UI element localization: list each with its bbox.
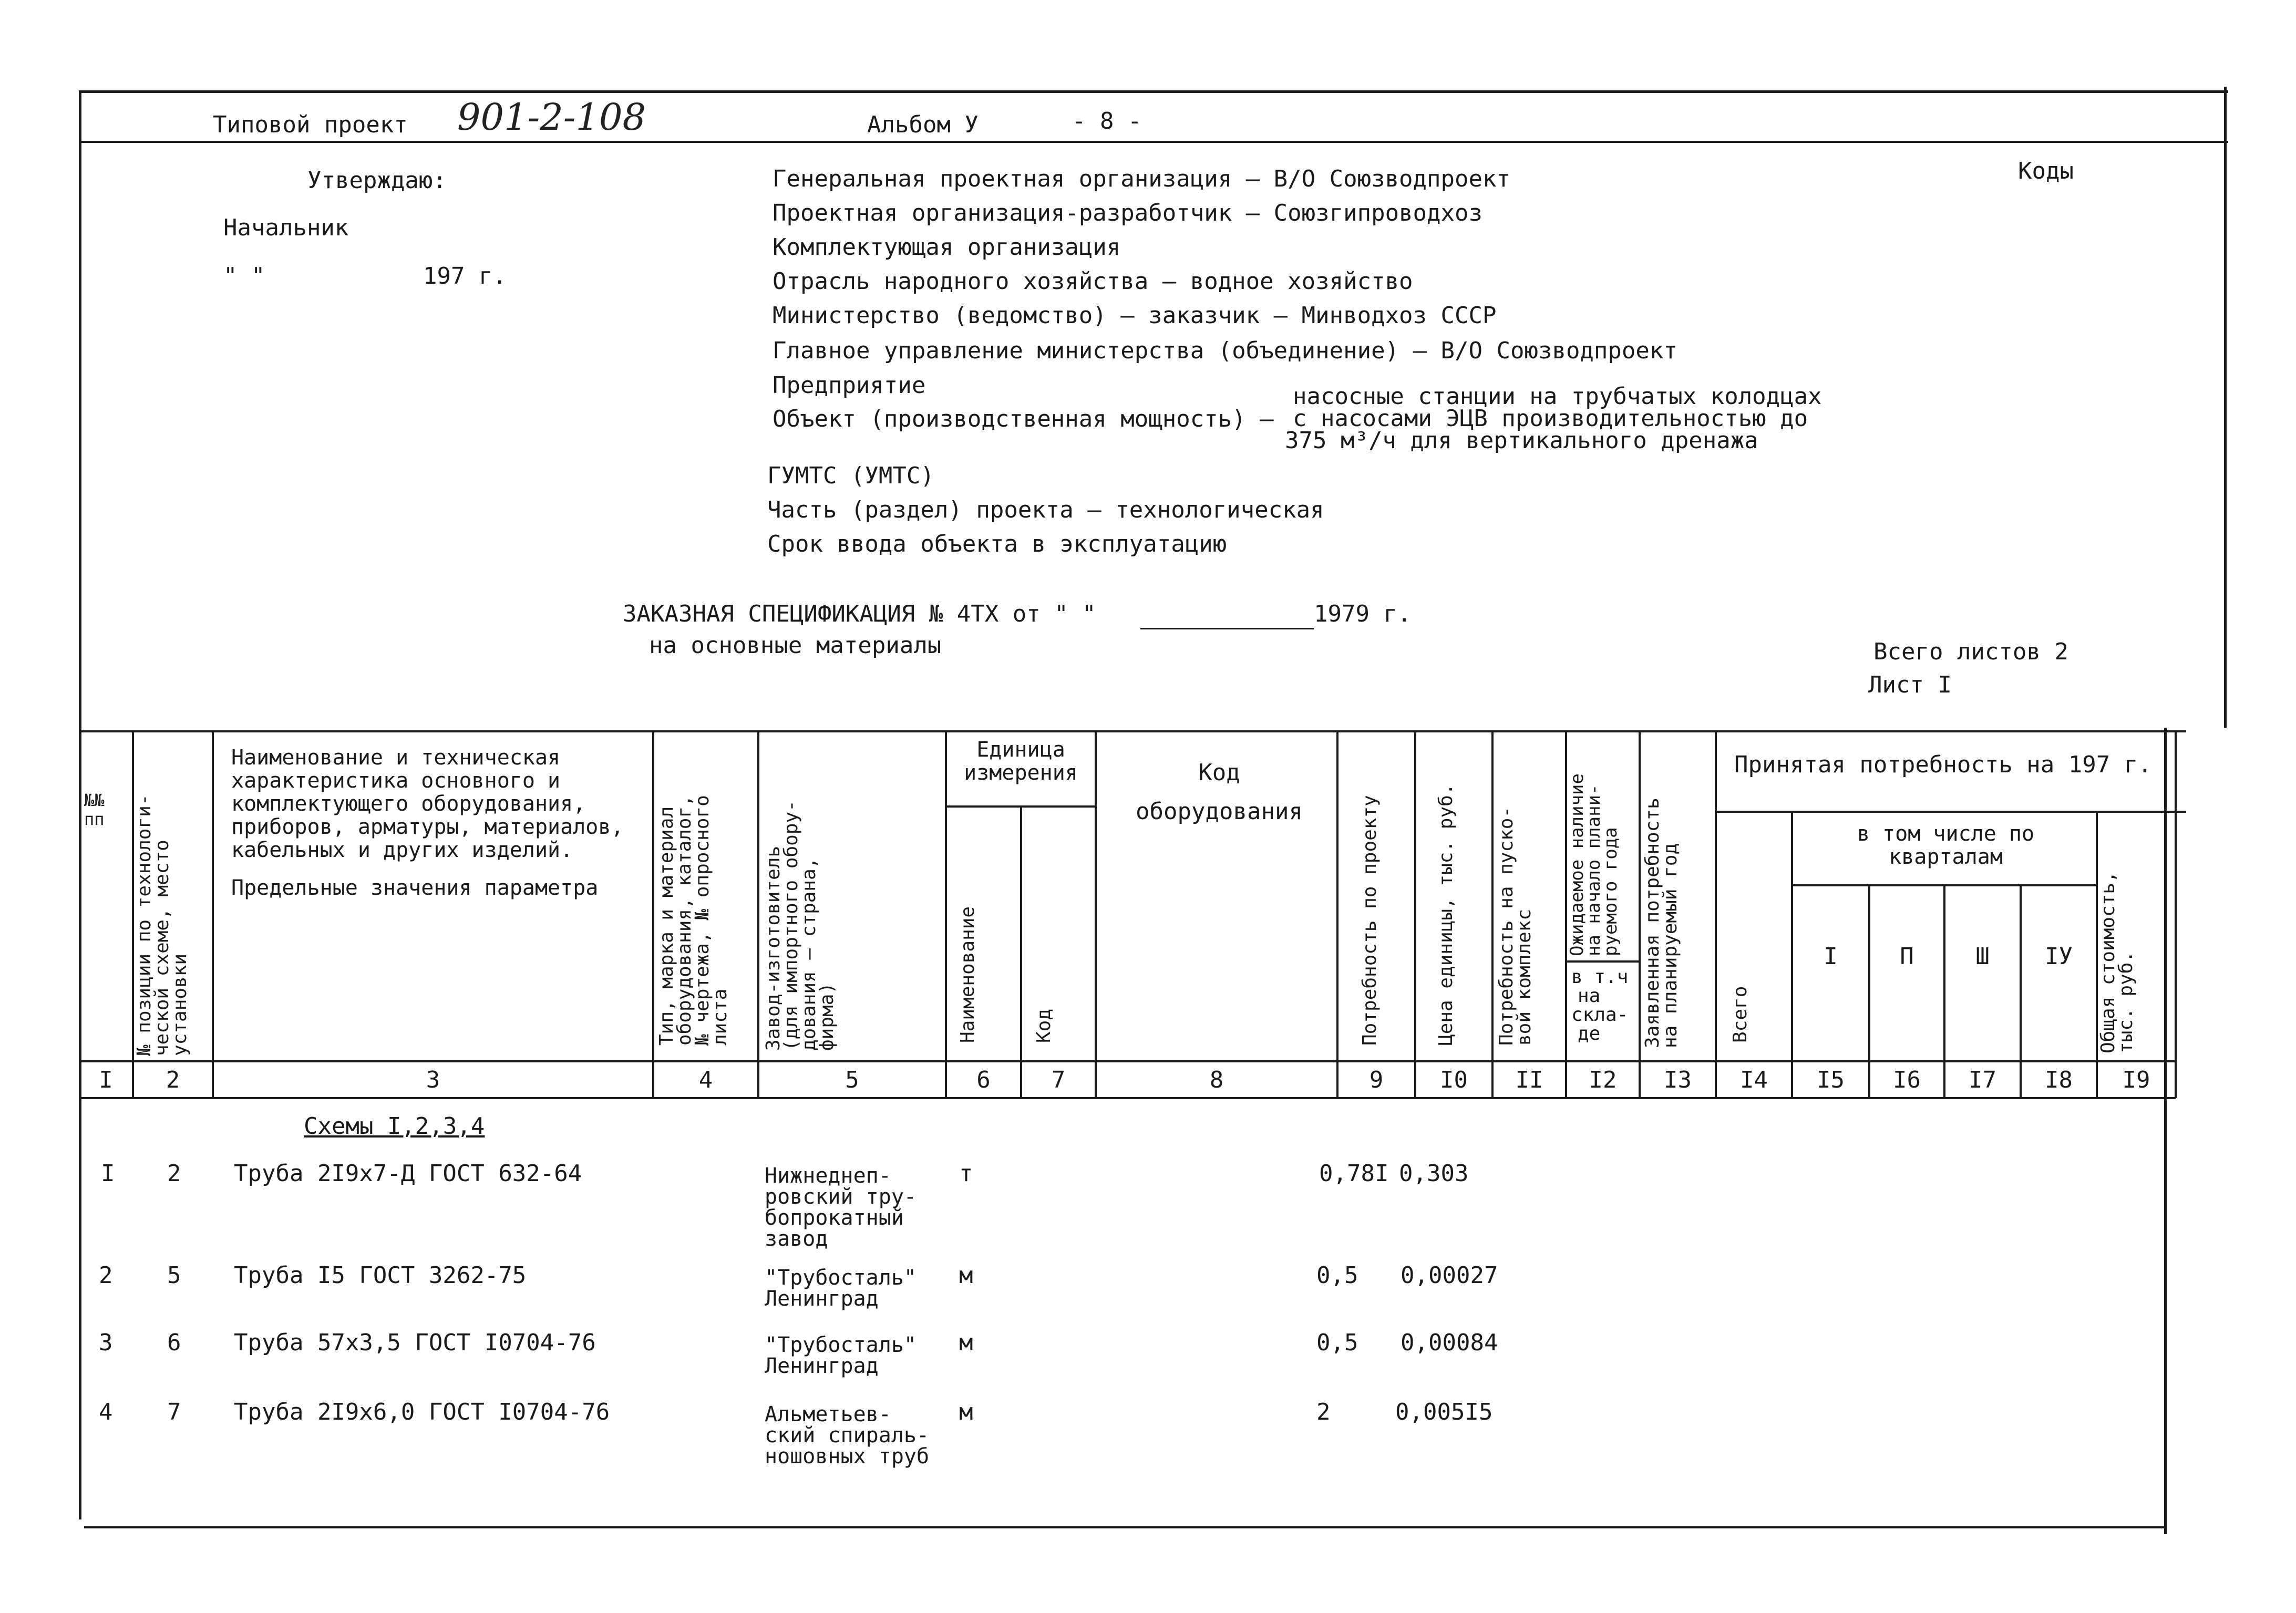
row-manufacturer: Альметьев- ский спираль- ношовных труб <box>765 1402 930 1469</box>
header-project-label: Типовой проект <box>213 111 408 138</box>
spec-subtitle: на основные материалы <box>649 632 942 659</box>
row-position: 7 <box>167 1399 181 1425</box>
row-project-need: 0,78I <box>1319 1160 1389 1187</box>
row-unit-price: 0,00084 <box>1401 1329 1498 1356</box>
row-position: 2 <box>167 1160 181 1187</box>
row-item-name: Труба I5 ГОСТ 3262-75 <box>234 1262 527 1289</box>
sheet-number: Лист I <box>1868 671 1952 698</box>
row-unit-price: 0,00027 <box>1401 1262 1498 1289</box>
col-header-quarters: в том числе по кварталам <box>1857 822 2035 869</box>
row-item-name: Труба 2I9х7-Д ГОСТ 632-64 <box>234 1160 582 1187</box>
org-line: Предприятие <box>773 372 926 399</box>
column-number: 4 <box>698 1067 713 1093</box>
column-number: I3 <box>1664 1067 1692 1093</box>
header-page-number: - 8 - <box>1072 108 1142 135</box>
total-sheets: Всего листов 2 <box>1873 638 2068 665</box>
row-number: 2 <box>99 1262 113 1289</box>
col-header-type: Тип, марка и материал оборудования, каталог, № чертежа, № опросного листа <box>656 795 731 1046</box>
column-number: I2 <box>1589 1067 1617 1093</box>
org-line: Комплектующая организация <box>773 234 1121 261</box>
col-header-unit-price: Цена единицы, тыс. руб. <box>1435 783 1457 1046</box>
column-number: I7 <box>1969 1067 1996 1093</box>
col-header-unit: Единица измерения <box>964 738 1078 785</box>
object-line: 375 м³/ч для вертикального дренажа <box>1285 427 1758 454</box>
org-line: Главное управление министерства (объединение) – В/О Союзводпроект <box>773 337 1677 364</box>
column-number: 2 <box>166 1067 180 1093</box>
col-header-expected-stock: Ожидаемое наличие на начало плани- руемого года <box>1567 773 1621 956</box>
col-header-in-warehouse: в т.ч на скла- де <box>1571 966 1629 1045</box>
col-header-project-need: Потребность по проекту <box>1359 795 1381 1046</box>
col-header-equipment-code: Код оборудования <box>1136 759 1303 825</box>
approval-position: Начальник <box>223 214 349 241</box>
column-number: 3 <box>426 1067 440 1093</box>
org-line: Срок ввода объекта в эксплуатацию <box>767 531 1227 557</box>
row-unit: м <box>959 1329 973 1356</box>
row-number: 4 <box>99 1399 113 1425</box>
col-header-quarter-2: П <box>1900 943 1914 970</box>
col-header-position: № позиции по технологи- ческой схеме, место установки <box>133 794 191 1056</box>
approval-title: Утверждаю: <box>307 167 447 194</box>
object-line: насосные станции на трубчатых колодцах <box>1293 383 1822 410</box>
org-line: Министерство (ведомство) – заказчик – Минводхоз СССР <box>773 302 1497 329</box>
row-manufacturer: "Трубосталь" Ленинград <box>765 1333 917 1378</box>
col-header-total-cost: Общая стоимость, тыс. руб. <box>2097 871 2137 1053</box>
spec-title: ЗАКАЗНАЯ СПЕЦИФИКАЦИЯ № 4ТХ от " " <box>623 601 1096 627</box>
header-project-number: 901-2-108 <box>457 96 646 139</box>
column-number: I4 <box>1740 1067 1768 1093</box>
spec-year: 1979 г. <box>1314 601 1412 627</box>
row-manufacturer: Нижнеднеп- ровский тру- бопрокатный завод <box>765 1164 917 1251</box>
row-unit: т <box>959 1160 973 1187</box>
col-header-total: Всего <box>1729 986 1751 1043</box>
column-number: I0 <box>1440 1067 1468 1093</box>
column-number: I8 <box>2045 1067 2073 1093</box>
column-number: II <box>1515 1067 1543 1093</box>
row-project-need: 2 <box>1316 1399 1331 1425</box>
column-number: I6 <box>1893 1067 1921 1093</box>
row-manufacturer: "Трубосталь" Ленинград <box>765 1266 917 1311</box>
col-header-unit-code: Код <box>1033 1008 1055 1043</box>
object-line: с насосами ЭЦВ производительностью до <box>1293 405 1808 432</box>
org-line: Отрасль народного хозяйства – водное хозяйство <box>773 268 1413 295</box>
col-header-accepted-need: Принятая потребность на 197 г. <box>1734 751 2152 778</box>
col-header-number: №№ пп <box>84 790 105 829</box>
column-number: 8 <box>1209 1067 1224 1093</box>
org-line: Генеральная проектная организация – В/О Союзводпроект <box>773 166 1510 192</box>
col-header-launch-complex: Потребность на пуско- вой комплекс <box>1496 806 1535 1046</box>
col-header-name: Наименование и техническая характеристика основного и комплектующего оборудования, приборов, арматуры, материалов, кабельных и других изделий. Предельные значения параметра <box>231 746 624 900</box>
row-item-name: Труба 57х3,5 ГОСТ I0704-76 <box>234 1329 596 1356</box>
col-header-declared-need: Заявленная потребность на планируемый год <box>1642 798 1681 1048</box>
column-number: 5 <box>845 1067 859 1093</box>
row-position: 5 <box>167 1262 181 1289</box>
approval-year: 197 г. <box>423 263 507 289</box>
section-title: Схемы I,2,3,4 <box>304 1113 485 1140</box>
row-position: 6 <box>167 1329 181 1356</box>
org-line: Часть (раздел) проекта – технологическая <box>767 497 1324 523</box>
row-project-need: 0,5 <box>1316 1262 1358 1289</box>
row-item-name: Труба 2I9х6,0 ГОСТ I0704-76 <box>234 1399 610 1425</box>
col-header-unit-name: Наименование <box>957 906 979 1043</box>
org-line: Проектная организация-разработчик – Союзгипроводхоз <box>773 200 1483 226</box>
col-header-quarter-1: I <box>1824 943 1838 970</box>
row-unit: м <box>959 1262 973 1289</box>
codes-label: Коды <box>2018 158 2074 184</box>
col-header-quarter-3: Ш <box>1975 943 1990 970</box>
row-unit-price: 0,303 <box>1399 1160 1469 1187</box>
col-header-manufacturer: Завод-изготовитель (для импортного обору- дования – страна, фирма) <box>763 800 838 1051</box>
row-number: I <box>101 1160 115 1187</box>
row-number: 3 <box>99 1329 113 1356</box>
header-album: Альбом У <box>867 111 979 138</box>
approval-date-quotes: " " <box>223 263 265 289</box>
row-unit: м <box>959 1399 973 1425</box>
column-number: I5 <box>1817 1067 1845 1093</box>
column-number: 9 <box>1369 1067 1384 1093</box>
column-number: 6 <box>976 1067 991 1093</box>
org-line: ГУМТС (УМТС) <box>767 462 934 489</box>
object-label: Объект (производственная мощность) – <box>773 406 1274 432</box>
row-unit-price: 0,005I5 <box>1395 1399 1493 1425</box>
column-number: I <box>99 1067 113 1093</box>
column-number: I9 <box>2122 1067 2150 1093</box>
col-header-quarter-4: IУ <box>2045 943 2073 970</box>
row-project-need: 0,5 <box>1316 1329 1358 1356</box>
column-number: 7 <box>1051 1067 1066 1093</box>
